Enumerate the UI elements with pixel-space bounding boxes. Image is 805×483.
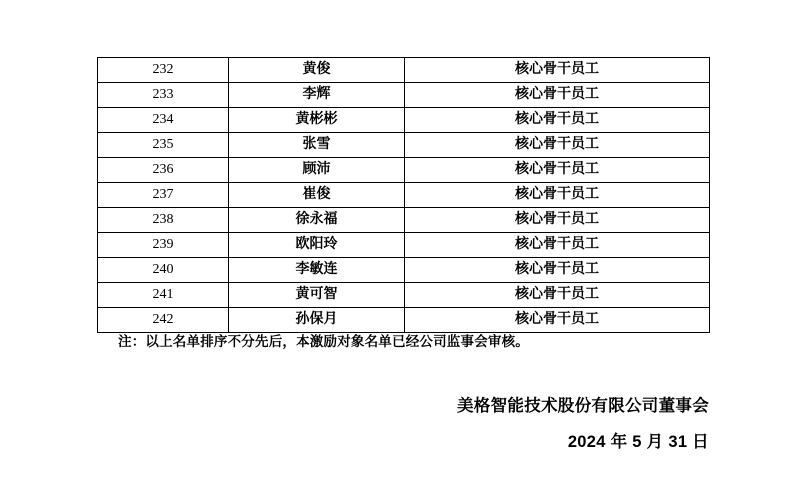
signature-date: 2024 年 5 月 31 日 [567, 433, 709, 451]
cell-sequence-number: 233 [98, 83, 229, 108]
cell-employee-name: 欧阳玲 [229, 233, 405, 258]
cell-employee-name: 李辉 [229, 83, 405, 108]
cell-employee-name: 张雪 [229, 133, 405, 158]
cell-employee-name: 黄可智 [229, 283, 405, 308]
table-row [98, 58, 710, 83]
cell-employee-category: 核心骨干员工 [405, 233, 710, 258]
table-row [98, 308, 710, 333]
incentive-recipients-table [97, 57, 710, 333]
table-row [98, 158, 710, 183]
cell-sequence-number: 239 [98, 233, 229, 258]
cell-employee-category: 核心骨干员工 [405, 308, 710, 333]
cell-employee-name: 崔俊 [229, 183, 405, 208]
cell-employee-name: 徐永福 [229, 208, 405, 233]
cell-employee-name: 孙保月 [229, 308, 405, 333]
table-row [98, 283, 710, 308]
cell-sequence-number: 234 [98, 108, 229, 133]
table-row [98, 258, 710, 283]
cell-employee-category: 核心骨干员工 [405, 208, 710, 233]
cell-employee-category: 核心骨干员工 [405, 108, 710, 133]
table-row [98, 233, 710, 258]
cell-sequence-number: 235 [98, 133, 229, 158]
cell-sequence-number: 241 [98, 283, 229, 308]
cell-sequence-number: 240 [98, 258, 229, 283]
cell-employee-name: 黄俊 [229, 58, 405, 83]
table-note: 注：以上名单排序不分先后，本激励对象名单已经公司监事会审核。 [118, 334, 529, 349]
cell-employee-category: 核心骨干员工 [405, 58, 710, 83]
cell-employee-category: 核心骨干员工 [405, 158, 710, 183]
table-row [98, 83, 710, 108]
cell-employee-category: 核心骨干员工 [405, 258, 710, 283]
cell-employee-category: 核心骨干员工 [405, 83, 710, 108]
table-row [98, 108, 710, 133]
table-row [98, 183, 710, 208]
cell-employee-category: 核心骨干员工 [405, 283, 710, 308]
cell-sequence-number: 238 [98, 208, 229, 233]
cell-employee-name: 李敏连 [229, 258, 405, 283]
cell-sequence-number: 236 [98, 158, 229, 183]
table-row [98, 133, 710, 158]
cell-sequence-number: 232 [98, 58, 229, 83]
cell-employee-category: 核心骨干员工 [405, 183, 710, 208]
cell-sequence-number: 242 [98, 308, 229, 333]
company-signature: 美格智能技术股份有限公司董事会 [457, 397, 709, 415]
cell-sequence-number: 237 [98, 183, 229, 208]
cell-employee-name: 顾沛 [229, 158, 405, 183]
table-body [98, 58, 710, 333]
cell-employee-name: 黄彬彬 [229, 108, 405, 133]
cell-employee-category: 核心骨干员工 [405, 133, 710, 158]
table-row [98, 208, 710, 233]
